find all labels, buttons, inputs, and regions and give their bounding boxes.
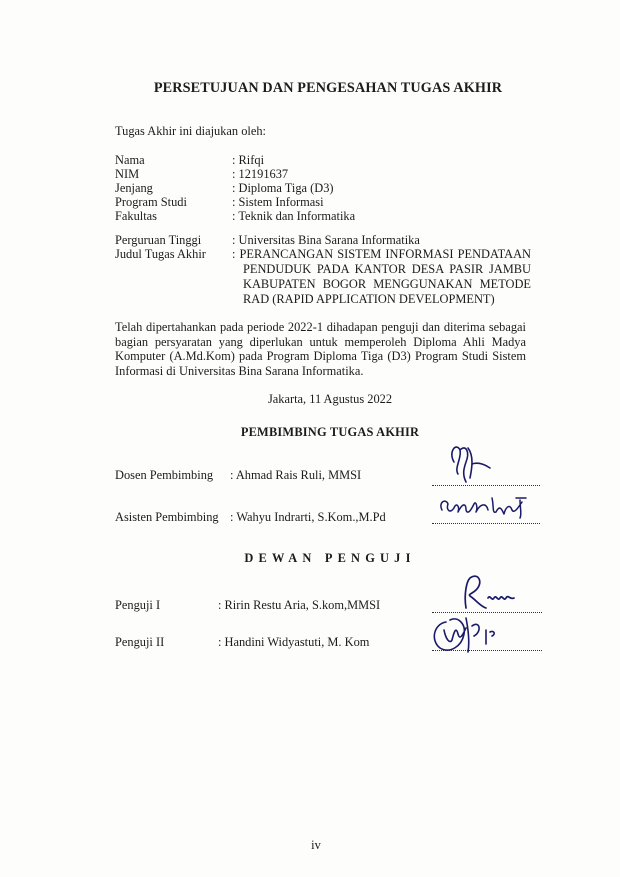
page-title: PERSETUJUAN DAN PENGESAHAN TUGAS AKHIR [153,80,503,96]
signature-penguji-2 [428,610,498,662]
place-date: Jakarta, 11 Agustus 2022 [267,392,393,406]
field-label-fakultas: Fakultas [115,209,157,223]
field-label-judul: Judul Tugas Akhir [115,247,206,261]
dosen-pembimbing-label: Dosen Pembimbing [115,468,214,482]
field-value-nim: : 12191637 [232,167,289,181]
pembimbing-heading: PEMBIMBING TUGAS AKHIR [240,425,420,439]
judul-line-2: PENDUDUK PADA KANTOR DESA PASIR JAMBU [243,262,531,276]
field-value-fakultas: : Teknik dan Informatika [232,209,356,223]
approval-paragraph: Telah dipertahankan pada periode 2022-1 dihadapan penguji dan diterima sebagai bagian persyaratan yang diperlukan untuk memperoleh Diploma Ahli Madya Komputer (A.Md.Kom) pada Program Diploma Tiga (D3) Program Studi Sistem Informasi di Universitas Bina Sarana Informatika. [115,320,526,378]
signature-asisten-pembimbing [436,490,536,524]
penguji-1-value: : Ririn Restu Aria, S.kom,MMSI [218,598,381,612]
field-label-jenjang: Jenjang [115,181,153,195]
field-label-perguruan-tinggi: Perguruan Tinggi [115,233,202,247]
intro-text: Tugas Akhir ini diajukan oleh: [115,124,266,138]
field-label-nama: Nama [115,153,145,167]
dosen-pembimbing-value: : Ahmad Rais Ruli, MMSI [230,468,362,482]
page-number: iv [311,838,321,852]
penguji-1-label: Penguji I [115,598,161,612]
signature-penguji-1 [456,572,526,612]
judul-line-4: RAD (RAPID APPLICATION DEVELOPMENT) [243,292,495,306]
field-value-nama: : Rifqi [232,153,265,167]
field-label-program-studi: Program Studi [115,195,187,209]
asisten-pembimbing-label: Asisten Pembimbing [115,510,219,524]
penguji-2-value: : Handini Widyastuti, M. Kom [218,635,370,649]
judul-line-3: KABUPATEN BOGOR MENGGUNAKAN METODE [243,277,531,291]
field-label-nim: NIM [115,167,140,181]
asisten-pembimbing-value: : Wahyu Indrarti, S.Kom.,M.Pd [230,510,386,524]
penguji-heading: DEWAN PENGUJI [244,551,416,565]
field-value-perguruan-tinggi: : Universitas Bina Sarana Informatika [232,233,420,247]
field-value-jenjang: : Diploma Tiga (D3) [232,181,334,195]
penguji-2-label: Penguji II [115,635,165,649]
field-value-program-studi: : Sistem Informasi [232,195,324,209]
signature-dosen-pembimbing [440,438,510,490]
field-value-judul: : PERANCANGAN SISTEM INFORMASI PENDATAAN [232,247,531,261]
